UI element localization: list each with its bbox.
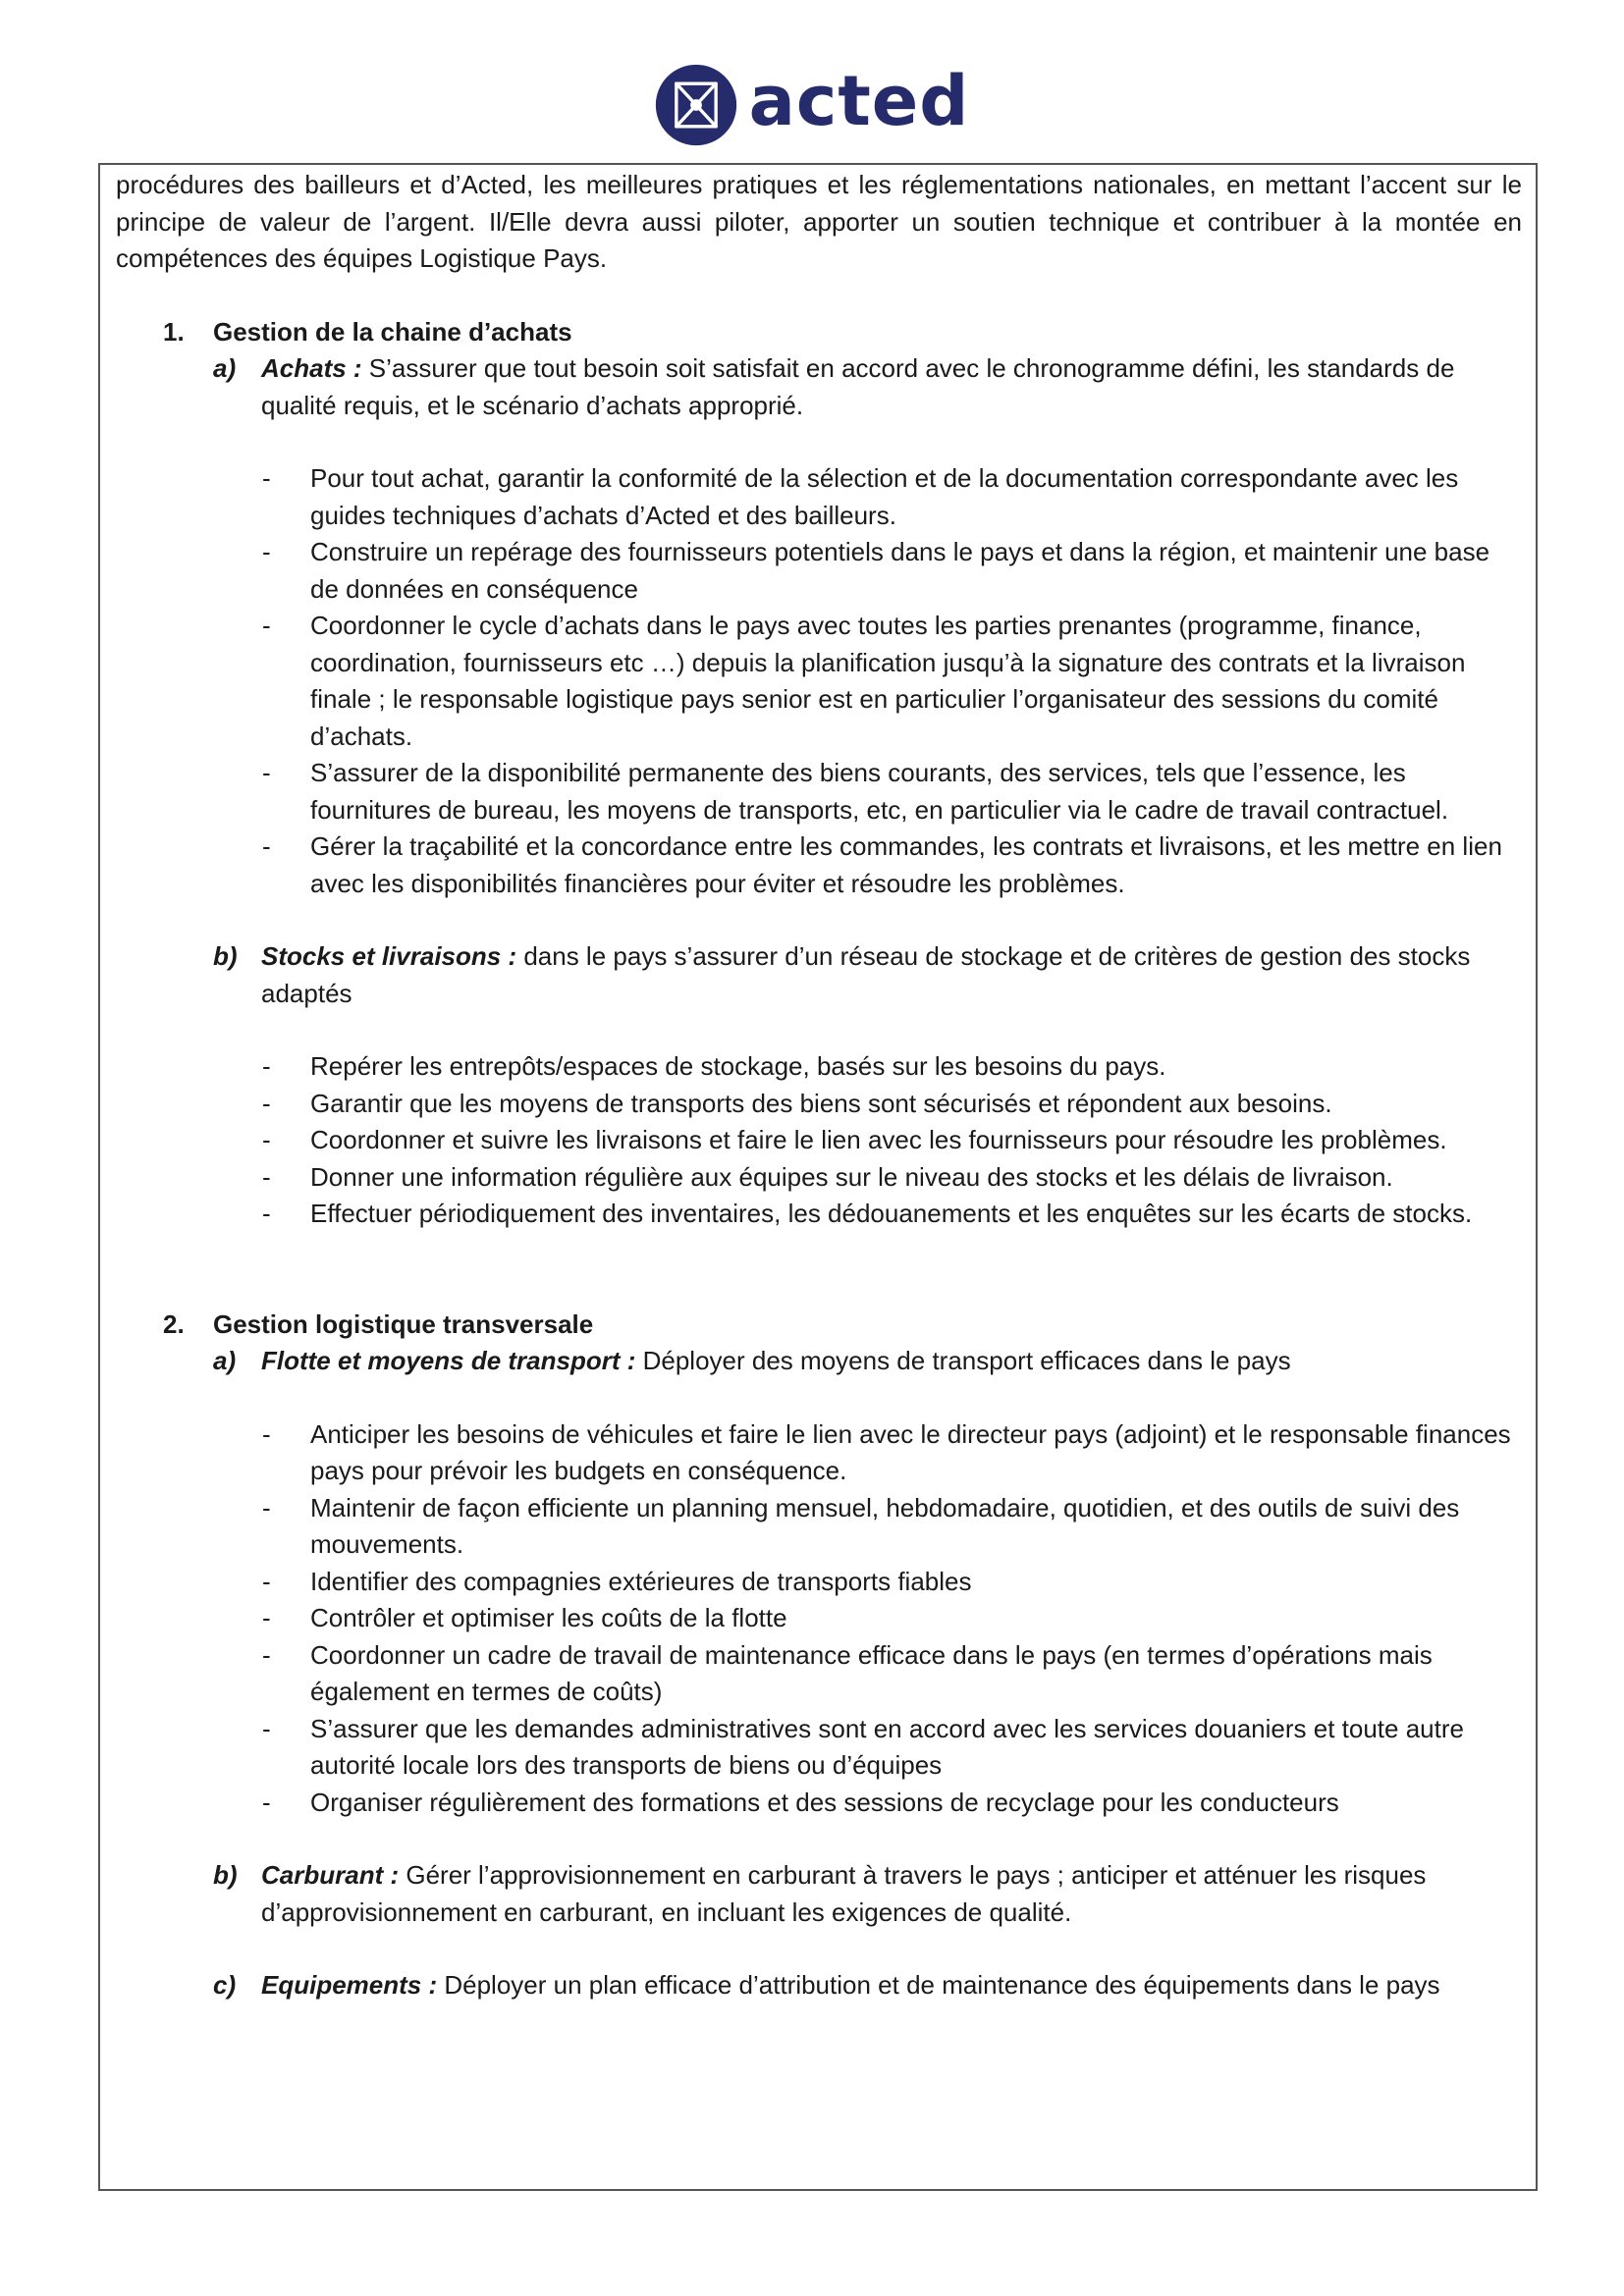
section-heading xyxy=(116,314,1522,351)
acted-logo xyxy=(0,61,1624,149)
dash-icon: - xyxy=(262,463,271,493)
bullet-text: Gérer la traçabilité et la concordance entre les commandes, les contrats et livraisons, et les mettre en lien avec les disponibilités financières pour éviter et résoudre les problèmes. xyxy=(310,831,1502,898)
bullet-text: Donner une information régulière aux équipes sur le niveau des stocks et les délais de livraison. xyxy=(310,1161,1393,1192)
subsection-text: Déployer un plan efficace d’attribution et de maintenance des équipements dans le pays xyxy=(437,1970,1440,2000)
bullet-item xyxy=(116,1122,1522,1159)
dash-icon: - xyxy=(262,1161,271,1192)
subsection-letter: c) xyxy=(213,1970,237,2000)
document-frame xyxy=(98,163,1538,2191)
subsection-text: S’assurer que tout besoin soit satisfait en accord avec le chronogramme défini, les standards de qualité requis, et le scénario d’achats approprié. xyxy=(261,353,1455,420)
subsection-title: Stocks et livraisons : xyxy=(261,941,517,971)
bullet-item xyxy=(116,1637,1522,1711)
subsection-2b xyxy=(116,1857,1522,1931)
intro-paragraph: procédures des bailleurs et d’Acted, les meilleures pratiques et les réglementations nationales, en mettant l’accent sur le principe de valeur de l’argent. Il/Elle devra aussi piloter, apporter un soutien technique et contribuer à la montée en compétences des équipes Logistique Pays. xyxy=(116,170,1522,273)
dash-icon: - xyxy=(262,1566,271,1596)
bullet-text: Pour tout achat, garantir la conformité de la sélection et de la documentation correspondante avec les guides techniques d’achats d’Acted et des bailleurs. xyxy=(310,463,1459,530)
dash-icon: - xyxy=(262,1639,271,1670)
bullet-text: Construire un repérage des fournisseurs potentiels dans le pays et dans la région, et maintenir une base de données en conséquence xyxy=(310,537,1490,604)
section-title: Gestion de la chaine d’achats xyxy=(213,316,572,347)
bullet-list-2a xyxy=(116,1416,1522,1822)
bullet-item xyxy=(116,608,1522,755)
logo-wordmark: acted xyxy=(748,61,970,141)
dash-icon: - xyxy=(262,1492,271,1522)
section-2 xyxy=(116,1307,1522,2004)
dash-icon: - xyxy=(262,831,271,861)
subsection-text: Déployer des moyens de transport efficaces dans le pays xyxy=(635,1346,1291,1375)
subsection-letter: b) xyxy=(213,1860,238,1890)
bullet-item xyxy=(116,1416,1522,1490)
subsection-1a xyxy=(116,350,1522,424)
bullet-list-1b xyxy=(116,1048,1522,1233)
dash-icon: - xyxy=(262,1051,271,1081)
dash-icon: - xyxy=(262,1787,271,1817)
bullet-list-1a xyxy=(116,460,1522,902)
dash-icon: - xyxy=(262,537,271,566)
bullet-item xyxy=(116,828,1522,902)
dash-icon: - xyxy=(262,1125,271,1154)
dash-icon: - xyxy=(262,1713,271,1743)
bullet-text: Maintenir de façon efficiente un planning mensuel, hebdomadaire, quotidien, et des outils de suivi des mouvements. xyxy=(310,1492,1460,1559)
bullet-item xyxy=(116,1159,1522,1197)
bullet-text: Identifier des compagnies extérieures de transports fiables xyxy=(310,1566,972,1596)
subsection-text: Gérer l’approvisionnement en carburant à travers le pays ; anticiper et atténuer les risques d’approvisionnement en carburant, en incluant les exigences de qualité. xyxy=(261,1860,1427,1927)
dash-icon: - xyxy=(262,1199,271,1228)
bullet-text: Anticiper les besoins de véhicules et faire le lien avec le directeur pays (adjoint) et le responsable finances pays pour prévoir les budgets en conséquence. xyxy=(310,1418,1511,1485)
acted-logo-icon xyxy=(655,64,737,146)
subsection-1b xyxy=(116,938,1522,1012)
subsection-title: Flotte et moyens de transport : xyxy=(261,1346,636,1375)
section-number: 1. xyxy=(163,316,185,347)
bullet-text: Coordonner le cycle d’achats dans le pays avec toutes les parties prenantes (programme, finance, coordination, fournisseurs etc …) depuis la planification jusqu’à la signature des contrats et la livraison finale ; le responsable logistique pays senior est en particulier l’organisateur des sessions du comité d’achats. xyxy=(310,611,1466,751)
bullet-item xyxy=(116,1785,1522,1822)
subsection-2a xyxy=(116,1343,1522,1380)
bullet-item xyxy=(116,534,1522,608)
bullet-item xyxy=(116,1490,1522,1564)
bullet-item xyxy=(116,1564,1522,1601)
dash-icon: - xyxy=(262,758,271,787)
subsection-title: Carburant : xyxy=(261,1860,400,1890)
section-heading xyxy=(116,1307,1522,1344)
subsection-letter: b) xyxy=(213,941,238,971)
bullet-text: Coordonner un cadre de travail de maintenance efficace dans le pays (en termes d’opérations mais également en termes de coûts) xyxy=(310,1639,1433,1706)
document-body xyxy=(116,167,1522,2004)
bullet-item xyxy=(116,1048,1522,1086)
subsection-letter: a) xyxy=(213,1346,237,1375)
bullet-text: S’assurer que les demandes administratives sont en accord avec les services douaniers et toute autre autorité locale lors des transports de biens ou d’équipes xyxy=(310,1713,1464,1780)
bullet-item xyxy=(116,755,1522,828)
section-number: 2. xyxy=(163,1308,185,1339)
bullet-text: S’assurer de la disponibilité permanente des biens courants, des services, tels que l’essence, les fournitures de bureau, les moyens de transports, etc, en particulier via le cadre de travail contractuel. xyxy=(310,758,1449,825)
bullet-text: Effectuer périodiquement des inventaires, les dédouanements et les enquêtes sur les écarts de stocks. xyxy=(310,1199,1473,1228)
subsection-letter: a) xyxy=(213,353,237,383)
section-1 xyxy=(116,314,1522,1233)
bullet-item xyxy=(116,460,1522,534)
dash-icon: - xyxy=(262,1418,271,1449)
bullet-item xyxy=(116,1600,1522,1637)
subsection-title: Equipements : xyxy=(261,1970,438,2000)
dash-icon: - xyxy=(262,1088,271,1118)
subsection-title: Achats : xyxy=(261,353,362,383)
bullet-text: Contrôler et optimiser les coûts de la flotte xyxy=(310,1603,787,1632)
bullet-item xyxy=(116,1196,1522,1233)
subsection-text: dans le pays s’assurer d’un réseau de stockage et de critères de gestion des stocks adaptés xyxy=(261,941,1471,1008)
section-title: Gestion logistique transversale xyxy=(213,1308,594,1339)
bullet-text: Organiser régulièrement des formations et des sessions de recyclage pour les conducteurs xyxy=(310,1787,1339,1817)
bullet-text: Coordonner et suivre les livraisons et faire le lien avec les fournisseurs pour résoudre les problèmes. xyxy=(310,1125,1447,1154)
bullet-text: Repérer les entrepôts/espaces de stockage, basés sur les besoins du pays. xyxy=(310,1051,1166,1081)
dash-icon: - xyxy=(262,1603,271,1632)
subsection-2c xyxy=(116,1967,1522,2004)
bullet-text: Garantir que les moyens de transports des biens sont sécurisés et répondent aux besoins. xyxy=(310,1088,1332,1118)
bullet-item xyxy=(116,1086,1522,1123)
dash-icon: - xyxy=(262,611,271,640)
bullet-item xyxy=(116,1711,1522,1785)
